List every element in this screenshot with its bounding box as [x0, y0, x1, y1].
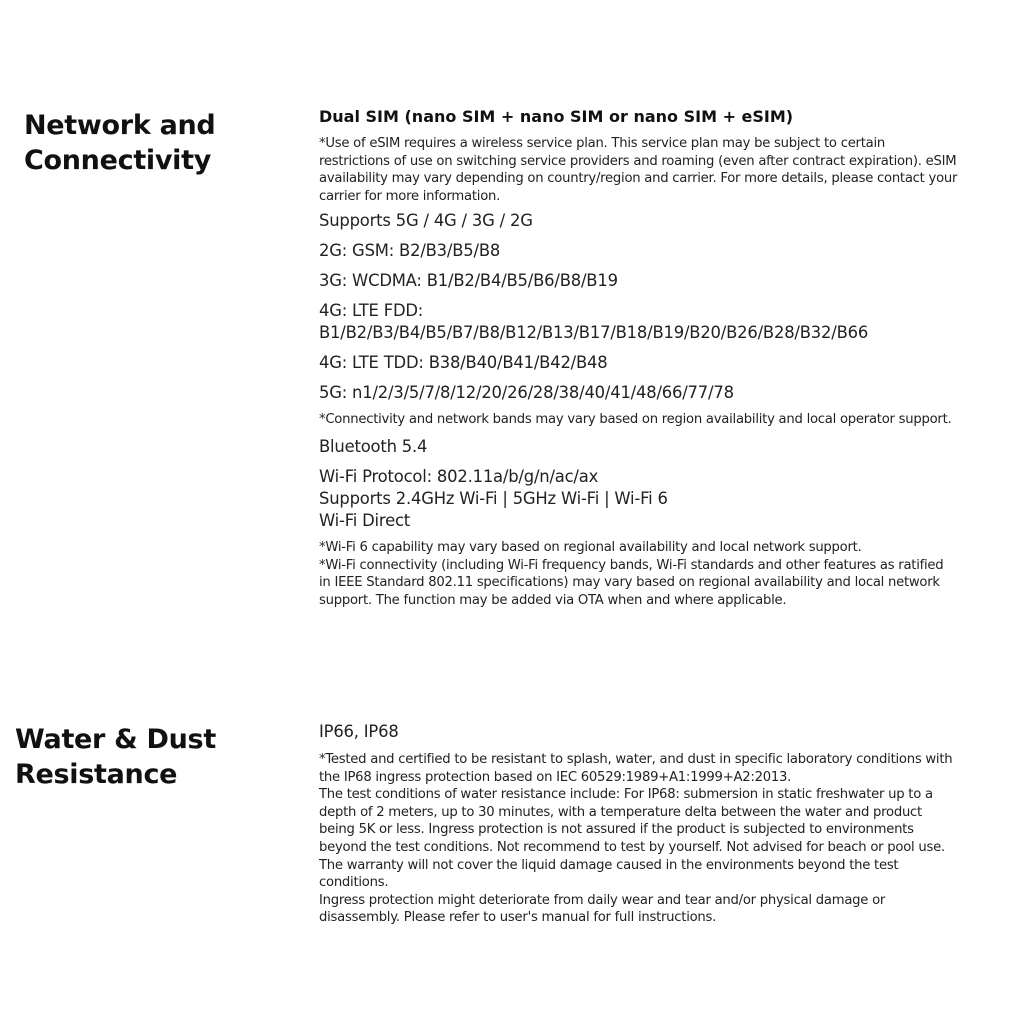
water-title-line2: Resistance — [15, 759, 178, 790]
wifi-note-line: *Wi-Fi 6 capability may vary based on regional availability and local network support. — [319, 539, 862, 555]
band-5g: 5G: n1/2/3/5/7/8/12/20/26/28/38/40/41/48/66/77/78 — [319, 383, 734, 403]
esim-note-line: restrictions of use on switching service providers and roaming (even after contract expiration). eSIM — [319, 153, 957, 169]
band-4g-fdd — [319, 300, 1009, 344]
wifi-note-line: *Wi-Fi connectivity (including Wi-Fi frequency bands, Wi-Fi standards and other features as ratified — [319, 557, 944, 573]
water-note-line: being 5K or less. Ingress protection is not assured if the product is subjected to environments — [319, 822, 914, 838]
wifi-supports: Supports 2.4GHz Wi-Fi | 5GHz Wi-Fi | Wi-Fi 6 — [319, 488, 668, 508]
band-4g-fdd-label: 4G: LTE FDD: — [319, 301, 424, 321]
water-note-line: the IP68 ingress protection based on IEC 60529:1989+A1:1999+A2:2013. — [319, 769, 792, 785]
network-specs — [319, 106, 1009, 609]
esim-note-line: carrier for more information. — [319, 188, 501, 204]
water-section-title — [15, 722, 295, 792]
water-note-line: beyond the test conditions. Not recommend to test by yourself. Not advised for beach or pool use. — [319, 839, 945, 855]
wifi-note-line: in IEEE Standard 802.11 specifications) may vary based on regional availability and local network — [319, 575, 940, 591]
band-4g-fdd-values: B1/B2/B3/B4/B5/B7/B8/B12/B13/B17/B18/B19/B20/B26/B28/B32/B66 — [319, 323, 869, 343]
network-title-line2: Connectivity — [24, 145, 212, 176]
water-note-line: The test conditions of water resistance include: For IP68: submersion in static freshwater up to a — [319, 787, 933, 803]
esim-note — [319, 135, 1009, 205]
band-4g-tdd: 4G: LTE TDD: B38/B40/B41/B42/B48 — [319, 353, 608, 373]
wifi-direct: Wi-Fi Direct — [319, 510, 410, 530]
network-supports: Supports 5G / 4G / 3G / 2G — [319, 211, 533, 231]
water-note-line: *Tested and certified to be resistant to splash, water, and dust in specific laboratory conditions with — [319, 752, 953, 767]
sim-heading: Dual SIM (nano SIM + nano SIM or nano SIM + eSIM) — [319, 107, 794, 126]
water-note-line: The warranty will not cover the liquid damage caused in the environments beyond the test — [319, 857, 899, 873]
wifi-protocol: Wi-Fi Protocol: 802.11a/b/g/n/ac/ax — [319, 466, 599, 486]
bluetooth-version: Bluetooth 5.4 — [319, 436, 428, 456]
wifi-note — [319, 539, 1009, 609]
esim-note-line: availability may vary depending on country/region and carrier. For more details, please contact your — [319, 171, 958, 187]
water-note — [319, 751, 1009, 927]
water-note-line: disassembly. Please refer to user's manual for full instructions. — [319, 910, 717, 926]
band-3g: 3G: WCDMA: B1/B2/B4/B5/B6/B8/B19 — [319, 271, 618, 291]
wifi-note-line: support. The function may be added via OTA when and where applicable. — [319, 592, 787, 608]
network-section-title — [24, 108, 284, 178]
band-note: *Connectivity and network bands may vary based on region availability and local operator support. — [319, 412, 952, 428]
network-title-line1: Network and — [24, 110, 216, 141]
wifi-specs — [319, 466, 1009, 532]
water-note-line: conditions. — [319, 875, 389, 891]
ip-rating: IP66, IP68 — [319, 722, 399, 741]
esim-note-line: *Use of eSIM requires a wireless service plan. This service plan may be subject to certain — [319, 136, 885, 151]
water-specs — [319, 721, 1009, 927]
water-note-line: Ingress protection might deteriorate from daily wear and tear and/or physical damage or — [319, 892, 886, 908]
water-note-line: depth of 2 meters, up to 30 minutes, with a temperature delta between the water and product — [319, 804, 922, 820]
band-2g: 2G: GSM: B2/B3/B5/B8 — [319, 241, 501, 261]
water-title-line1: Water & Dust — [15, 724, 216, 755]
